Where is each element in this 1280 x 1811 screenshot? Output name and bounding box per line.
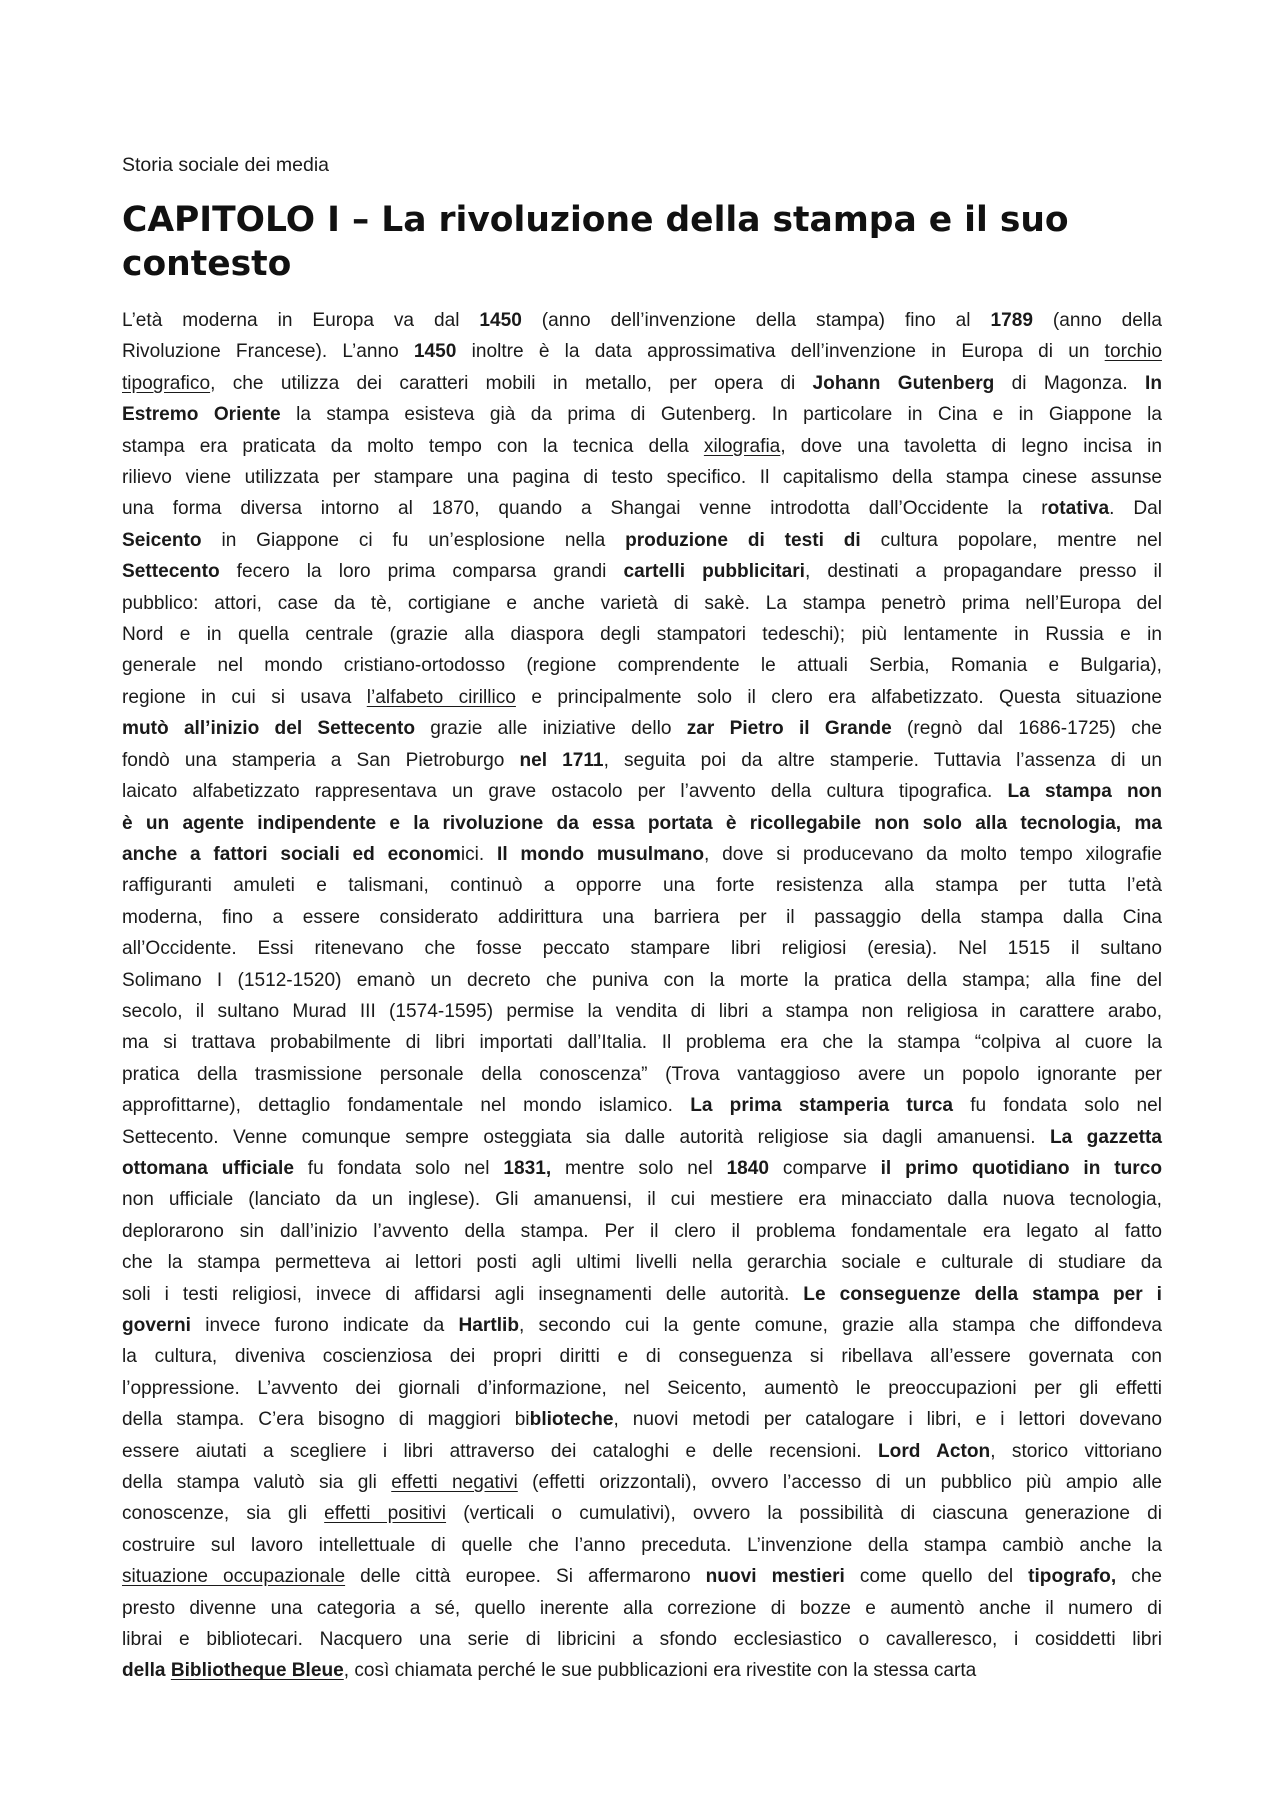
paragraph-line	[122, 870, 1162, 901]
paragraph-line	[122, 1122, 1162, 1153]
text-run: , dove si producevano da molto tempo xilografie	[704, 843, 1162, 865]
text-run: moderna, fino a essere considerato addirittura una barriera per il passaggio della stampa dalla Cina	[122, 906, 1162, 928]
text-run: la cultura, diveniva coscienziosa dei propri diritti e di conseguenza si ribellava all’essere governata con	[122, 1346, 1162, 1368]
text-run: fu fondata solo nel	[953, 1095, 1163, 1117]
text-run: Solimano I (1512-1520) emanò un decreto che puniva con la morte la pratica della stampa; alla fine del	[122, 969, 1162, 991]
paragraph-line	[122, 1027, 1162, 1058]
text-run: rilievo viene utilizzata per stampare una pagina di testo specifico. Il capitalismo della stampa cinese assunse	[122, 467, 1162, 489]
text-run: (anno dell’invenzione della stampa) fino al	[521, 310, 991, 331]
paragraph-line	[122, 965, 1162, 996]
text-run: la stampa esisteva già da prima di Gutenberg. In particolare in Cina e in Giappone la	[280, 404, 1162, 426]
paragraph-line	[122, 776, 1162, 807]
text-run: , dove una tavoletta di legno incisa in	[780, 435, 1162, 457]
text-run: comparve	[769, 1157, 881, 1179]
paragraph-line	[122, 336, 1162, 367]
text-run: che	[1116, 1566, 1162, 1588]
text-run: (verticali o cumulativi), ovvero la possibilità di ciascuna generazione di	[446, 1503, 1162, 1525]
paragraph-line	[122, 1310, 1162, 1341]
paragraph-line	[122, 1279, 1162, 1310]
text-run: una forma diversa intorno al 1870, quando a Shangai venne introdotta dall’Occidente la r	[122, 498, 1048, 520]
text-run: stampa era praticata da molto tempo con la tecnica della	[122, 435, 704, 457]
text-run: Settecento. Venne comunque sempre osteggiata sia dalle autorità religiose sia dagli amanuensi.	[122, 1126, 1050, 1148]
paragraph-line	[122, 368, 1162, 399]
paragraph-line	[122, 682, 1162, 713]
text-run: fu fondata solo nel	[293, 1157, 504, 1179]
paragraph-line	[122, 588, 1162, 619]
bold-text: Il mondo musulmano	[497, 843, 705, 865]
text-run: inoltre è la data approssimativa dell’invenzione in Europa di un	[456, 341, 1105, 363]
text-run: non ufficiale (lanciato da un inglese). Gli amanuensi, il cui mestiere era minacciato dalla nuova tecnologia,	[122, 1189, 1162, 1211]
paragraph-line	[122, 1184, 1162, 1215]
text-run: all’Occidente. Essi ritenevano che fosse peccato stampare libri religiosi (eresia). Nel 1515 il sultano	[122, 938, 1162, 960]
paragraph-line	[122, 305, 1162, 336]
bold-text: ottomana ufficiale	[122, 1157, 294, 1179]
chapter-title	[122, 198, 1162, 286]
bold-text: 1789	[990, 310, 1033, 331]
text-run: deplorarono sin dall’inizio l’avvento della stampa. Per il clero il problema fondamentale era legato al fatto	[122, 1220, 1162, 1242]
text-run: (effetti orizzontali), ovvero l’accesso di un pubblico più ampio alle	[517, 1472, 1162, 1494]
text-run: come quello del	[844, 1566, 1029, 1588]
paragraph-line	[122, 1593, 1162, 1624]
underlined-text: Bibliotheque Bleue	[170, 1660, 344, 1682]
underlined-text: effetti negativi	[391, 1472, 518, 1494]
paragraph-line	[122, 1530, 1162, 1561]
underlined-text: effetti positivi	[324, 1503, 447, 1525]
text-run: , destinati a propagandare presso il	[804, 561, 1163, 583]
text-run: conoscenze, sia gli	[122, 1503, 325, 1525]
text-run: di Magonza.	[994, 372, 1146, 394]
text-run: L’età moderna in Europa va dal	[122, 310, 480, 331]
text-run: fondò una stamperia a San Pietroburgo	[122, 749, 520, 771]
text-run: essere aiutati a scegliere i libri attraverso dei cataloghi e delle recensioni.	[122, 1440, 878, 1462]
paragraph-line	[122, 399, 1162, 430]
text-run: fecero la loro prima comparsa grandi	[219, 561, 624, 583]
text-run: cultura popolare, mentre nel	[860, 529, 1162, 551]
text-run: librai e bibliotecari. Nacquero una serie di libricini a sfondo ecclesiastico o cavalleresco, i cosiddetti libri	[122, 1629, 1162, 1651]
bold-text: tipografo,	[1028, 1566, 1117, 1588]
bold-text: 1831,	[503, 1157, 552, 1179]
bold-text: 1450	[413, 341, 457, 363]
text-run: e principalmente solo il clero era alfabetizzato. Questa situazione	[515, 686, 1162, 708]
paragraph-line	[122, 1404, 1162, 1435]
text-run: pratica della trasmissione personale della conoscenza” (Trova vantaggioso avere un popolo ignorante per	[122, 1063, 1162, 1085]
text-run: grazie alle iniziative dello	[415, 718, 687, 740]
paragraph-line	[122, 996, 1162, 1027]
paragraph-line	[122, 745, 1162, 776]
paragraph-line	[122, 1655, 1162, 1686]
bold-text: blioteche	[529, 1409, 614, 1431]
bold-text: governi	[122, 1315, 191, 1336]
text-run: ma si trattava probabilmente di libri importati dall’Italia. Il problema era che la stampa “colpiva al cuore la	[122, 1032, 1162, 1054]
bold-text: La prima stamperia turca	[690, 1095, 954, 1117]
paragraph-line	[122, 525, 1162, 556]
bold-text: anche a fattori sociali ed econom	[122, 843, 461, 865]
chapter-title-line-1: CAPITOLO I – La rivoluzione della stampa e il suo	[122, 200, 1069, 240]
paragraph-line	[122, 1373, 1162, 1404]
bold-text: Seicento	[122, 529, 202, 551]
paragraph-line	[122, 650, 1162, 681]
text-run: , nuovi metodi per catalogare i libri, e i lettori dovevano	[613, 1409, 1163, 1431]
text-run: che la stampa permetteva ai lettori posti agli ultimi livelli nella gerarchia sociale e culturale di studiare da	[122, 1252, 1162, 1274]
text-run: della stampa. C’era bisogno di maggiori bi	[122, 1409, 530, 1431]
underlined-text: situazione occupazionale	[122, 1566, 346, 1588]
text-run: (anno della	[1032, 310, 1162, 331]
underlined-text: tipografico	[122, 372, 211, 394]
text-run: , che utilizza dei caratteri mobili in metallo, per opera di	[210, 372, 813, 394]
bold-text: Le conseguenze della stampa per i	[803, 1283, 1162, 1305]
text-run: invece furono indicate da	[190, 1315, 459, 1336]
paragraph-line	[122, 1090, 1162, 1121]
text-run: regione in cui si usava	[122, 686, 367, 708]
text-run: presto divenne una categoria a sé, quello inerente alla correzione di bozze e aumentò anche il numero di	[122, 1597, 1162, 1619]
paragraph-line	[122, 1624, 1162, 1655]
underlined-text: xilografia	[703, 435, 781, 457]
bold-text: zar Pietro il Grande	[686, 718, 892, 740]
paragraph-line	[122, 462, 1162, 493]
bold-text: otativa	[1047, 498, 1110, 520]
paragraph-line	[122, 1498, 1162, 1529]
text-run: laicato alfabetizzato rappresentava un grave ostacolo per l’avvento della cultura tipografica.	[122, 781, 1008, 803]
paragraph-line	[122, 493, 1162, 524]
text-run: approfittarne), dettaglio fondamentale nel mondo islamico.	[122, 1095, 691, 1117]
bold-text: della	[122, 1660, 171, 1682]
text-run: , storico vittoriano	[990, 1440, 1162, 1462]
text-run: , così chiamata perché le sue pubblicazioni era rivestite con la stessa carta	[343, 1660, 977, 1682]
paragraph-line	[122, 1247, 1162, 1278]
text-run: mentre solo nel	[551, 1157, 727, 1179]
bold-text: 1840	[726, 1157, 770, 1179]
bold-text: nuovi mestieri	[705, 1566, 845, 1588]
bold-text: Lord Acton	[878, 1440, 991, 1462]
text-run: . Dal	[1109, 498, 1162, 520]
text-run: soli i testi religiosi, invece di affidarsi agli insegnamenti delle autorità.	[122, 1283, 804, 1305]
bold-text: La stampa non	[1007, 781, 1162, 803]
paragraph-line	[122, 431, 1162, 462]
bold-text: produzione di testi di	[625, 529, 861, 551]
bold-text: cartelli pubblicitari	[623, 561, 805, 583]
text-run: ici.	[460, 843, 498, 865]
text-run: pubblico: attori, case da tè, cortigiane e anche varietà di sakè. La stampa penetrò prima nell’Europa del	[122, 592, 1162, 614]
bold-text: nel 1711	[519, 749, 604, 771]
bold-text: Estremo Oriente	[122, 404, 281, 426]
text-run: in Giappone ci fu un’esplosione nella	[201, 529, 626, 551]
paragraph-line	[122, 1059, 1162, 1090]
text-run: della stampa valutò sia gli	[122, 1472, 392, 1494]
text-run: secolo, il sultano Murad III (1574-1595) permise la vendita di libri a stampa non religiosa in carattere arabo,	[122, 1000, 1162, 1022]
chapter-title-line-2: contesto	[122, 244, 292, 284]
document-subtitle: Storia sociale dei media	[122, 154, 330, 176]
paragraph-line	[122, 933, 1162, 964]
paragraph-line	[122, 713, 1162, 744]
bold-text: Settecento	[122, 561, 220, 583]
text-run: , seguita poi da altre stamperie. Tuttavia l’assenza di un	[603, 749, 1162, 771]
bold-text: Hartlib	[458, 1315, 519, 1336]
paragraph-line	[122, 1153, 1162, 1184]
text-run: generale nel mondo cristiano-ortodosso (regione comprendente le attuali Serbia, Romania e Bulgaria),	[122, 655, 1162, 677]
paragraph-line	[122, 808, 1162, 839]
text-run: Rivoluzione Francese). L’anno	[122, 341, 414, 363]
text-run: l’oppressione. L’avvento dei giornali d’informazione, nel Seicento, aumentò le preoccupazioni per gli effetti	[122, 1377, 1162, 1399]
underlined-text: l’alfabeto cirillico	[366, 686, 516, 708]
paragraph-line	[122, 619, 1162, 650]
text-run: raffiguranti amuleti e talismani, continuò a opporre una forte resistenza alla stampa per tutta l’età	[122, 875, 1162, 897]
underlined-text: torchio	[1104, 341, 1162, 363]
bold-text: mutò all’inizio del Settecento	[122, 718, 416, 740]
paragraph-line	[122, 556, 1162, 587]
paragraph-line	[122, 839, 1162, 870]
paragraph-line	[122, 1467, 1162, 1498]
paragraph-line	[122, 1561, 1162, 1592]
text-run: Nord e in quella centrale (grazie alla diaspora degli stampatori tedeschi); più lentamente in Russia e in	[122, 624, 1162, 646]
text-run: (regnò dal 1686-1725) che	[891, 718, 1162, 740]
text-run: costruire sul lavoro intellettuale di quelle che l’anno preceduta. L’invenzione della stampa cambiò anche la	[122, 1534, 1162, 1556]
bold-text: è un agente indipendente e la rivoluzione da essa portata è ricollegabile non solo alla tecnologia, ma	[122, 812, 1162, 834]
bold-text: Johann Gutenberg	[812, 372, 995, 394]
paragraph-line	[122, 1341, 1162, 1372]
paragraph-line	[122, 1436, 1162, 1467]
bold-text: il primo quotidiano in turco	[880, 1157, 1162, 1179]
body-text	[122, 305, 1162, 1687]
bold-text: La gazzetta	[1049, 1126, 1162, 1148]
paragraph-line	[122, 902, 1162, 933]
bold-text: 1450	[479, 310, 522, 331]
text-run: delle città europee. Si affermarono	[345, 1566, 706, 1588]
text-run: , secondo cui la gente comune, grazie alla stampa che diffondeva	[519, 1315, 1162, 1336]
bold-text: In	[1145, 372, 1162, 394]
paragraph-line	[122, 1216, 1162, 1247]
